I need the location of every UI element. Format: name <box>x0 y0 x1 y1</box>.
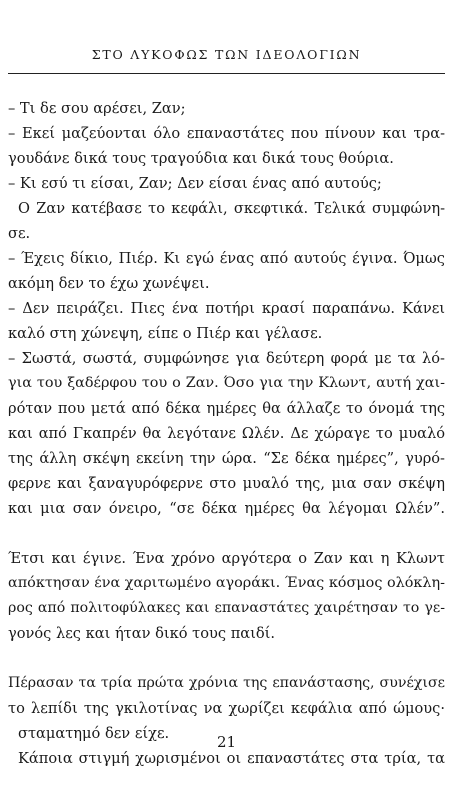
text-line: Πέρασαν τα τρία πρώτα χρόνια της επανάστασης, συνέχισε <box>8 675 445 691</box>
text-line: σε. <box>8 225 31 242</box>
text-line: – Εκεί μαζεύονται όλο επαναστάτες που πίνουν και τρα- <box>8 125 445 142</box>
text-line: το λεπίδι της γκιλοτίνας να χωρίζει κεφάλια από ώμους· <box>8 700 445 717</box>
text-line: ακόμη δεν το έχω χωνέψει. <box>8 275 210 292</box>
text-line: για του ξαδέρφου του ο Ζαν. Όσο για την Κλωντ, αυτή χαι- <box>8 375 445 391</box>
text-line: και από Γκαπρέν θα λεγότανε Ωλέν. Δε χώραγε το μυαλό <box>8 425 445 442</box>
text-line: – Κι εσύ τι είσαι, Ζαν; Δεν είσαι ένας από αυτούς; <box>8 175 382 192</box>
text-line: και μια σαν όνειρο, “σε δέκα ημέρες θα λέγομαι Ωλέν”. <box>8 500 445 517</box>
text-line: ρος από πολιτοφύλακες και επαναστάτες χαιρέτησαν το γε- <box>8 600 445 616</box>
text-line: της άλλη σκέψη εκείνη την ώρα. “Σε δέκα ημέρες”, γυρό- <box>8 450 445 467</box>
text-line: γουδάνε δικά τους τραγούδια και δικά τους θούρια. <box>8 150 394 167</box>
text-line: – Έχεις δίκιο, Πιέρ. Κι εγώ ένας από αυτούς έγινα. Όμως <box>8 250 445 267</box>
page-number: 21 <box>216 733 237 751</box>
paragraph-gap <box>8 646 445 671</box>
text-line: Κάποια στιγμή χωρισμένοι οι επαναστάτες στα τρία, τα <box>18 750 445 767</box>
text-line: απόκτησαν ένα χαριτωμένο αγοράκι. Ένας κόσμος ολόκλη- <box>8 575 445 591</box>
text-line: – Τι δε σου αρέσει, Ζαν; <box>8 100 186 117</box>
text-line: καλό στη χώνεψη, είπε ο Πιέρ και γέλασε. <box>8 325 323 342</box>
text-line: ρόταν που μετά από δέκα ημέρες θα άλλαζε το όνομά της <box>8 400 445 417</box>
text-line: – Δεν πειράζει. Πιες ένα ποτήρι κρασί παραπάνω. Κάνει <box>8 300 445 317</box>
text-line: Ο Ζαν κατέβασε το κεφάλι, σκεφτικά. Τελικά συμφώνη- <box>18 200 445 217</box>
paragraph-gap <box>8 521 445 546</box>
body-text <box>8 96 445 771</box>
text-line: Έτσι και έγινε. Ένα χρόνο αργότερα ο Ζαν και η Κλωντ <box>8 550 445 567</box>
text-line: φερνε και ξαναγυρόφερνε στο μυαλό της, μια σαν σκέψη <box>8 475 445 492</box>
header-rule <box>8 73 445 74</box>
running-header: ΣΤΟ ΛΥΚΟΦΩΣ ΤΩΝ ΙΔΕΟΛΟΓΙΩΝ <box>91 47 362 62</box>
text-line: γονός λες και ήταν δικό τους παιδί. <box>8 625 276 642</box>
text-line: – Σωστά, σωστά, συμφώνησε για δεύτερη φορά με τα λό- <box>8 350 445 367</box>
text-line: σταματημό δεν είχε. <box>18 725 170 742</box>
